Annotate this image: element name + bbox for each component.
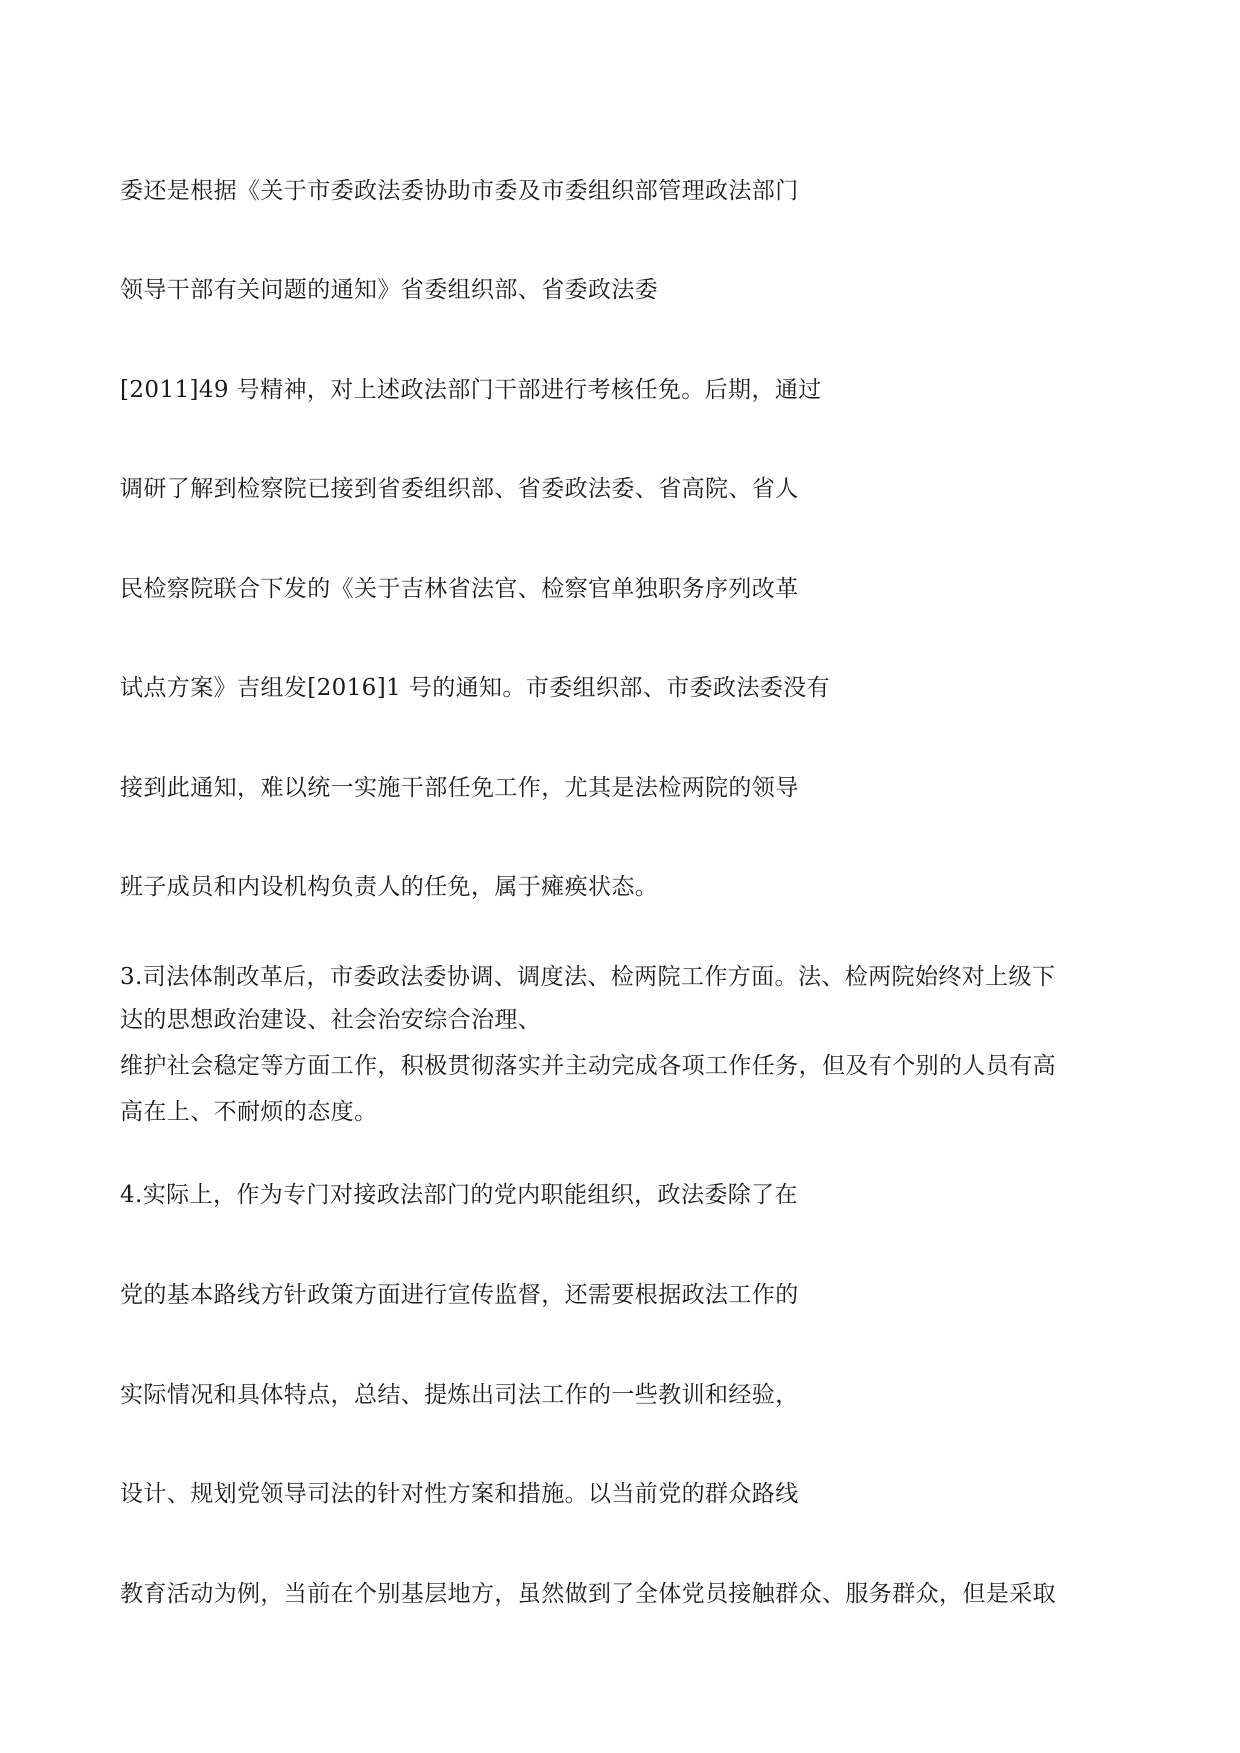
text-line: 班子成员和内设机构负责人的任免，属于瘫痪状态。 <box>120 874 659 900</box>
text-line: 接到此通知，难以统一实施干部任免工作，尤其是法检两院的领导 <box>120 775 799 801</box>
text-line: 试点方案》吉组发[2016]1 号的通知。市委组织部、市委政法委没有 <box>120 675 831 701</box>
text-line: 民检察院联合下发的《关于吉林省法官、检察官单独职务序列改革 <box>120 576 799 602</box>
text-line: 委还是根据《关于市委政法委协助市委及市委组织部管理政法部门 <box>120 178 799 204</box>
text-line: 领导干部有关问题的通知》省委组织部、省委政法委 <box>120 277 659 303</box>
paragraph-3-line: 达的思想政治建设、社会治安综合治理、 <box>120 1007 542 1033</box>
paragraph-4-line: 设计、规划党领导司法的针对性方案和措施。以当前党的群众路线 <box>120 1481 799 1507</box>
paragraph-4-line: 党的基本路线方针政策方面进行宣传监督，还需要根据政法工作的 <box>120 1282 799 1308</box>
paragraph-4-line: 实际情况和具体特点，总结、提炼出司法工作的一些教训和经验， <box>120 1382 799 1408</box>
paragraph-4-line: 教育活动为例，当前在个别基层地方，虽然做到了全体党员接触群众、服务群众，但是采取 <box>120 1581 1056 1607</box>
text-line: [2011]49 号精神，对上述政法部门干部进行考核任免。后期，通过 <box>120 377 822 403</box>
paragraph-4-line: 4.实际上，作为专门对接政法部门的党内职能组织，政法委除了在 <box>120 1182 798 1208</box>
paragraph-3-line: 维护社会稳定等方面工作，积极贯彻落实并主动完成各项工作任务，但及有个别的人员有高 <box>120 1053 1056 1079</box>
paragraph-3-line: 3.司法体制改革后，市委政法委协调、调度法、检两院工作方面。法、检两院始终对上级下 <box>120 964 1056 990</box>
paragraph-3-line: 高在上、不耐烦的态度。 <box>120 1099 378 1125</box>
text-line: 调研了解到检察院已接到省委组织部、省委政法委、省高院、省人 <box>120 476 799 502</box>
